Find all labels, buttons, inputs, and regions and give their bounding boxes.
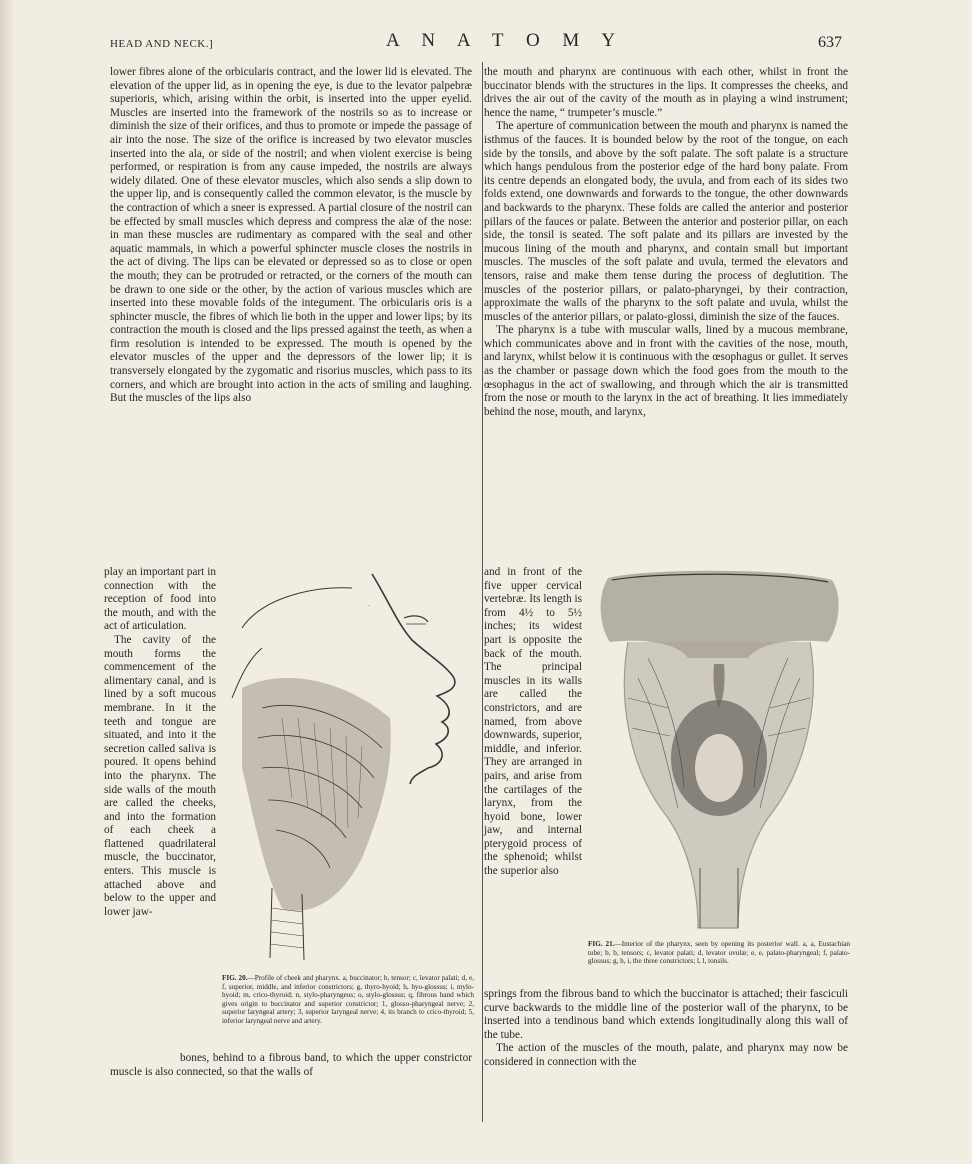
left-column-text xyxy=(110,66,472,406)
figure-21-caption xyxy=(588,940,850,966)
left-narrow-paragraph-1: play an important part in connection with the reception of food into the mouth, and with the act of articulation. xyxy=(104,566,216,633)
page-number: 637 xyxy=(818,34,842,51)
running-head-section: HEAD AND NECK.] xyxy=(110,38,214,50)
right-bottom-paragraph-2: The action of the muscles of the mouth, palate, and pharynx may now be considered in connection with the xyxy=(484,1042,848,1068)
column-divider xyxy=(482,62,483,1122)
figure-21-label: FIG. 21. xyxy=(588,940,615,948)
left-bottom-paragraph: bones, behind to a fibrous band, to which the upper constrictor muscle is also connected, so that the walls of xyxy=(110,1052,472,1078)
right-paragraph-2: The aperture of communication between the mouth and pharynx is named the isthmus of the fauces. It is bounded below by the root of the tongue, on each side by the tonsils, and above by the soft palate. The soft palate is a structure which hangs pendulous from the posterior edge of the hard bony palate. From its centre depends an elongated body, the uvula, and from each of its sides two folds extend, one downwards and forwards to the tongue, the other downwards and backwards to the pharynx. These folds are called the anterior and posterior pillars of the fauces or palate. Between the anterior and posterior pillar, on each side, the tonsil is seated. The soft palate and its pillars are invested by the mucous lining of the mouth and pharynx, and contain small but important muscles. The muscles of the soft palate and uvula, termed the elevators and tensors, raise and make them tense during the process of deglutition. The muscles of the posterior pillars, or palato-pharyngei, by their contraction, approximate the walls of the pharynx to the soft palate and uvula, whilst the muscles of the anterior pillars, or palato-glossi, diminish the size of the fauces. xyxy=(484,120,848,323)
left-narrow-paragraph-2: The cavity of the mouth forms the commencement of the alimentary canal, and is lined by a soft mucous membrane. In it the teeth and tongue are situated, and into it the secretion called saliva is poured. It opens behind into the pharynx. The side walls of the mouth are called the cheeks, and into the formation of each cheek a flattened quadrilateral muscle, the buccinator, enters. This muscle is attached above and below to the upper and lower jaw- xyxy=(104,633,216,918)
running-head-title: A N A T O M Y xyxy=(386,30,625,51)
right-bottom-paragraph-1: springs from the fibrous band to which the buccinator is attached; their fasciculi curve backwards to the middle line of the posterior wall of the pharynx, to be inserted into a tendinous band which extends longitudinally along this wall of the tube. xyxy=(484,988,848,1041)
svg-text:·: · xyxy=(368,602,371,610)
figure-20-caption xyxy=(222,974,474,1026)
right-narrow-paragraph: and in front of the five upper cervical vertebræ. Its length is from 4½ to 5½ inches; its widest part is opposite the back of the mouth. The principal muscles in its walls are called the constrictors, and are named, from above downwards, superior, middle, and inferior. They are arranged in pairs, and arise from the cartilages of the larynx, from the hyoid bone, lower jaw, and internal pterygoid process of the sphenoid; whilst the superior also xyxy=(484,566,582,878)
right-narrow-column xyxy=(484,566,582,879)
left-bottom-text xyxy=(110,1052,472,1079)
left-narrow-column xyxy=(104,566,216,919)
right-bottom-text xyxy=(484,988,848,1070)
figure-20-caption-text: —Profile of cheek and pharynx. a, buccinator; b, tensor; c, levator palati; d, e, f, superior, middle, and inferior constrictors; g, thyro-hyoid; h, hyo-glossus; i, mylo-hyoid; m, crico-thyroid; n, stylo-pharyngeus; o, stylo-glossus; q, fibrous band which gives origin to buccinator and superior constrictor; 1, glosso-pharyngeal nerve; 2, superior laryngeal artery; 3, superior laryngeal nerve; 4, its branch to crico-thyroid; 5, inferior laryngeal nerve and artery. xyxy=(222,974,475,1025)
figure-20-profile-illustration xyxy=(222,568,474,972)
figure-21-caption-text: —Interior of the pharynx, seen by opening its posterior wall. a, a, Eustachian tube; b, b, tensors; c, levator palati; d, levator uvulæ; e, e, palato-pharyngeal; f, palato-glossus; g, h, i, the three constrictors; l, l, tonsils. xyxy=(588,940,851,966)
figure-21-pharynx-illustration xyxy=(588,568,850,938)
figure-20-label: FIG. 20. xyxy=(222,974,248,982)
page-spine-shadow xyxy=(0,0,14,1164)
left-paragraph: lower fibres alone of the orbicularis contract, and the lower lid is elevated. The elevation of the upper lid, as in opening the eye, is due to the levator palpebræ superioris, which, arising within the orbit, is inserted into the upper eyelid. Muscles are inserted into the framework of the nostrils so as to increase or diminish the size of their orifices, and thus to promote or impede the passage of air into the nose. The size of the orifice is increased by two elevator muscles inserted into the ala, or side of the nostril; and when violent exercise is being performed, or respiration is from any cause impeded, the nostrils are always widely dilated. One of these elevator muscles, which also sends a slip down to the upper lip, and is consequently called the common elevator, is the muscle by the contraction of which a sneer is expressed. A partial closure of the nostril can be effected by small muscles which depress and compress the alæ of the nose: in man these muscles are rudimentary as compared with the seal and other aquatic mammals, in which a powerful sphincter muscle closes the nostrils in the act of diving. The lips can be elevated or depressed so as to close or open the mouth; they can be protruded or retracted, or the corners of the mouth can be drawn to one side or the other, by the action of various muscles which are inserted into these movable folds of the integument. The orbicularis oris is a sphincter muscle, the fibres of which lie both in the upper and lower lips; by its contraction the mouth is closed and the lips pressed against the teeth, as when a firm resolution is intended to be expressed. The mouth is opened by the elevator muscles of the upper and the depressors of the lower lip; it is transversely elongated by the zygomatic and risorius muscles, which pass to its corners, and which are brought into action in the acts of smiling and laughing. But the muscles of the lips also xyxy=(110,66,472,405)
right-column-text xyxy=(484,66,848,419)
right-paragraph-3: The pharynx is a tube with muscular walls, lined by a mucous membrane, which communicates above and in front with the cavities of the nose, mouth, and larynx, whilst below it is continuous with the œsophagus or gullet. It serves as the chamber or passage down which the food goes from the mouth to the œsophagus in the act of swallowing, and through which the air is transmitted from the nose or mouth to the larynx in the act of breathing. It lies immediately behind the nose, mouth, and larynx, xyxy=(484,324,848,418)
right-paragraph-1: the mouth and pharynx are continuous with each other, whilst in front the buccinator blends with the structures in the lips. It compresses the cheeks, and drives the air out of the cavity of the mouth as in playing a wind instrument; hence the name, “ trumpeter’s muscle.” xyxy=(484,66,848,119)
